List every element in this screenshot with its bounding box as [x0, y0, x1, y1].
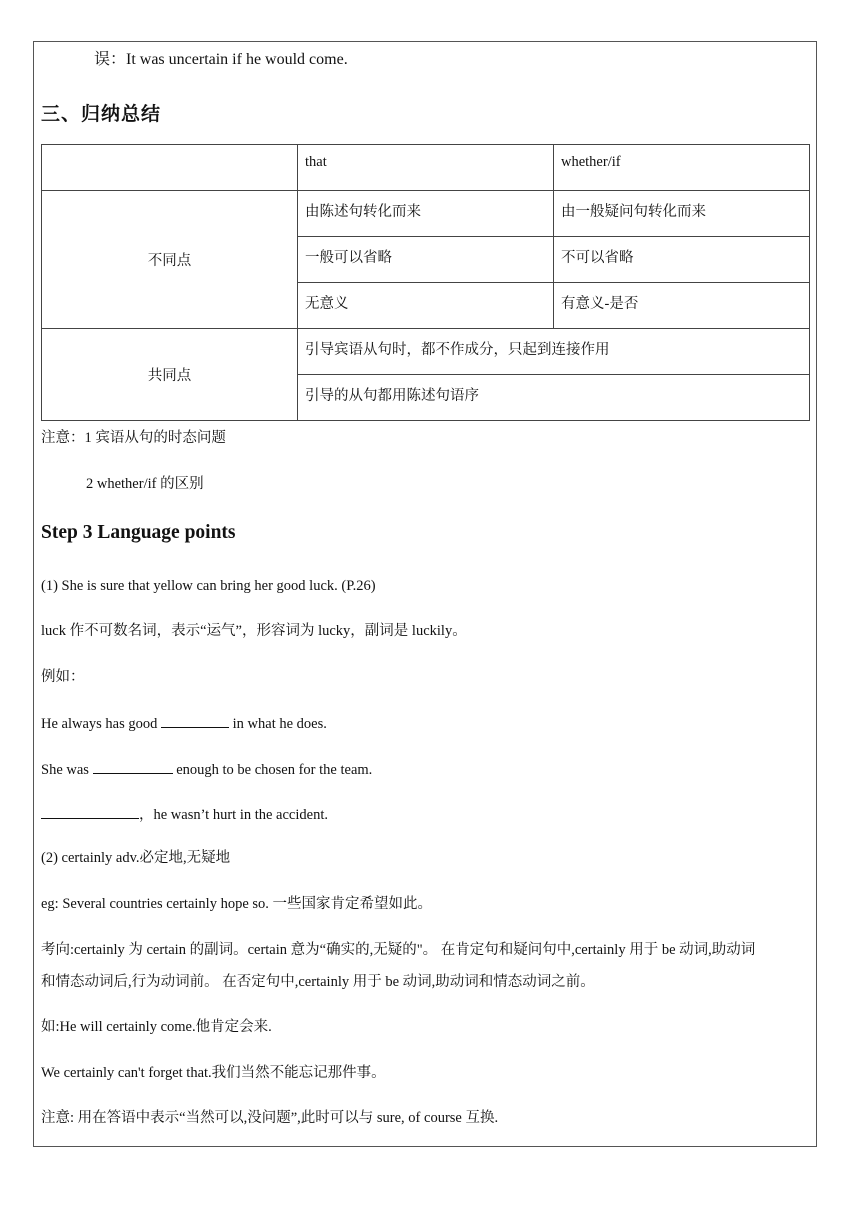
note-1: 注意：1 宾语从句的时态问题	[41, 430, 226, 446]
header-cell-empty	[42, 145, 298, 191]
example-sentence-2: We certainly can't forget that.我们当然不能忘记那件事。	[41, 1065, 386, 1081]
note-2: 2 whether/if 的区别	[86, 476, 204, 492]
exercise-2	[41, 758, 372, 780]
exercise-text: enough to be chosen for the team.	[172, 762, 373, 778]
table-row	[42, 329, 810, 375]
table-cell: 引导宾语从句时，都不作成分，只起到连接作用	[298, 329, 810, 375]
example-label: 例如：	[41, 669, 85, 685]
point-1: (1) She is sure that yellow can bring her good luck. (P.26)	[41, 578, 376, 594]
fill-in-blank[interactable]	[161, 712, 229, 728]
section-title: 三、归纳总结	[41, 103, 162, 125]
exercise-text: in what he does.	[229, 716, 327, 732]
usage-note-line-2: 和情态动词后,行为动词前。 在否定句中,certainly 用于 be 动词,助动词和情态动词之前。	[41, 974, 595, 990]
table-header-row	[42, 145, 810, 191]
diff-label: 不同点	[42, 191, 298, 329]
table-cell: 一般可以省略	[298, 237, 554, 283]
example-certainly: eg: Several countries certainly hope so. 一些国家肯定希望如此。	[41, 896, 433, 912]
exercise-1	[41, 712, 327, 734]
table-row	[42, 191, 810, 237]
fill-in-blank[interactable]	[93, 758, 173, 774]
answer-note: 注意: 用在答语中表示“当然可以,没问题”,此时可以与 sure, of course 互换.	[41, 1110, 499, 1126]
wrong-example: 误：It was uncertain if he would come.	[94, 51, 348, 68]
table-cell: 无意义	[298, 283, 554, 329]
exercise-text: She was	[41, 762, 93, 778]
example-sentence-1: 如:He will certainly come.他肯定会来.	[41, 1019, 272, 1035]
header-cell-that: that	[298, 145, 554, 191]
usage-note-line-1: 考向:certainly 为 certain 的副词。certain 意为“确实的,无疑的"。 在肯定句和疑问句中,certainly 用于 be 动词,助动词	[41, 942, 756, 958]
summary-table	[41, 144, 810, 421]
table-cell: 不可以省略	[554, 237, 810, 283]
point-2: (2) certainly adv.必定地,无疑地	[41, 850, 231, 866]
exercise-text: ，he wasn’t hurt in the accident.	[139, 807, 328, 823]
common-label: 共同点	[42, 329, 298, 421]
luck-explanation: luck 作不可数名词，表示“运气”，形容词为 lucky，副词是 luckily。	[41, 623, 467, 639]
fill-in-blank[interactable]	[41, 803, 139, 819]
table-cell: 由一般疑问句转化而来	[554, 191, 810, 237]
header-cell-whether-if: whether/if	[554, 145, 810, 191]
step-title: Step 3 Language points	[41, 522, 236, 543]
table-cell: 有意义-是否	[554, 283, 810, 329]
exercise-3	[41, 803, 328, 825]
table-cell: 引导的从句都用陈述句语序	[298, 375, 810, 421]
table-cell: 由陈述句转化而来	[298, 191, 554, 237]
exercise-text: He always has good	[41, 716, 162, 732]
